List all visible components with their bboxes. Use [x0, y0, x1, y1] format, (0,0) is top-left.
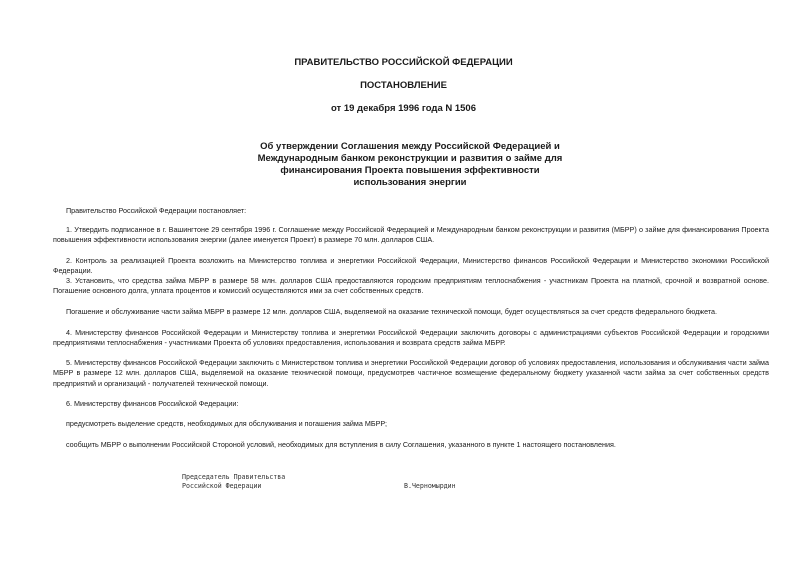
document-date-number: от 19 декабря 1996 года N 1506 — [330, 103, 476, 114]
signatory-name: В.Черномырдин — [404, 482, 456, 490]
paragraph-6b: сообщить МБРР о выполнении Российской Стороной условий, необходимых для вступления в силу Соглашения, указанного в пункте 1 настоящего постановления. — [66, 440, 616, 449]
paragraph-4: 4. Министерству финансов Российской Федерации и Министерству топлива и энергетики Российской Федерации заключить договоры с администрациями субъектов Российской Федерации и городскими предприятиями теплоснабжения - участниками Проекта об условиях предоставления, использования и возврата средств займа МБРР. — [53, 328, 769, 348]
title-line: использования энергии — [353, 177, 467, 188]
title-line: Об утверждении Соглашения между Российской Федерацией и — [260, 141, 560, 152]
paragraph-3-continuation: Погашение и обслуживание части займа МБРР в размере 12 млн. долларов США, выделяемой на оказание технической помощи, будет осуществляться за счет средств федерального бюджета. — [66, 307, 718, 316]
document-type: ПОСТАНОВЛЕНИЕ — [360, 80, 447, 91]
signatory-position-line-1: Председатель Правительства — [182, 473, 286, 481]
document-title — [200, 141, 620, 189]
intro-paragraph: Правительство Российской Федерации постановляет: — [66, 206, 247, 215]
paragraph-2: 2. Контроль за реализацией Проекта возложить на Министерство топлива и энергетики Российской Федерации, Министерство финансов Российской Федерации и Министерство экономики Российской Федерации. — [53, 256, 769, 276]
signatory-position-line-2: Российской Федерации — [182, 482, 262, 490]
paragraph-6: 6. Министерству финансов Российской Федерации: — [66, 399, 239, 408]
title-line: финансирования Проекта повышения эффективности — [280, 165, 540, 176]
paragraph-6a: предусмотреть выделение средств, необходимых для обслуживания и погашения займа МБРР; — [66, 419, 387, 428]
paragraph-5: 5. Министерству финансов Российской Федерации заключить с Министерством топлива и энергетики Российской Федерации договор об условиях предоставления, использования и обслуживания части займа МБРР в размере 12 млн. долларов США, выделяемой на оказание технической помощи, предусмотрев частичное возмещение федеральному бюджету указанной части займа за счет собственных средств предприятий и организаций - получателей технической помощи. — [53, 358, 769, 388]
paragraph-1: 1. Утвердить подписанное в г. Вашингтоне 29 сентября 1996 г. Соглашение между Российской Федерацией и Международным банком реконструкции и развития (МБРР) о займе для финансирования Проекта повышения эффективности использования энергии (далее именуется Проект) в размере 70 млн. долларов США. — [53, 225, 769, 245]
paragraph-3: 3. Установить, что средства займа МБРР в размере 58 млн. долларов США предоставляются городским предприятиям теплоснабжения - участникам Проекта на платной, срочной и возвратной основе. Погашение основного долга, уплата процентов и комиссий осуществляются ими за счет собственных средств. — [53, 276, 769, 296]
government-heading: ПРАВИТЕЛЬСТВО РОССИЙСКОЙ ФЕДЕРАЦИИ — [294, 57, 513, 68]
title-line: Международным банком реконструкции и развития о займе для — [257, 153, 563, 164]
